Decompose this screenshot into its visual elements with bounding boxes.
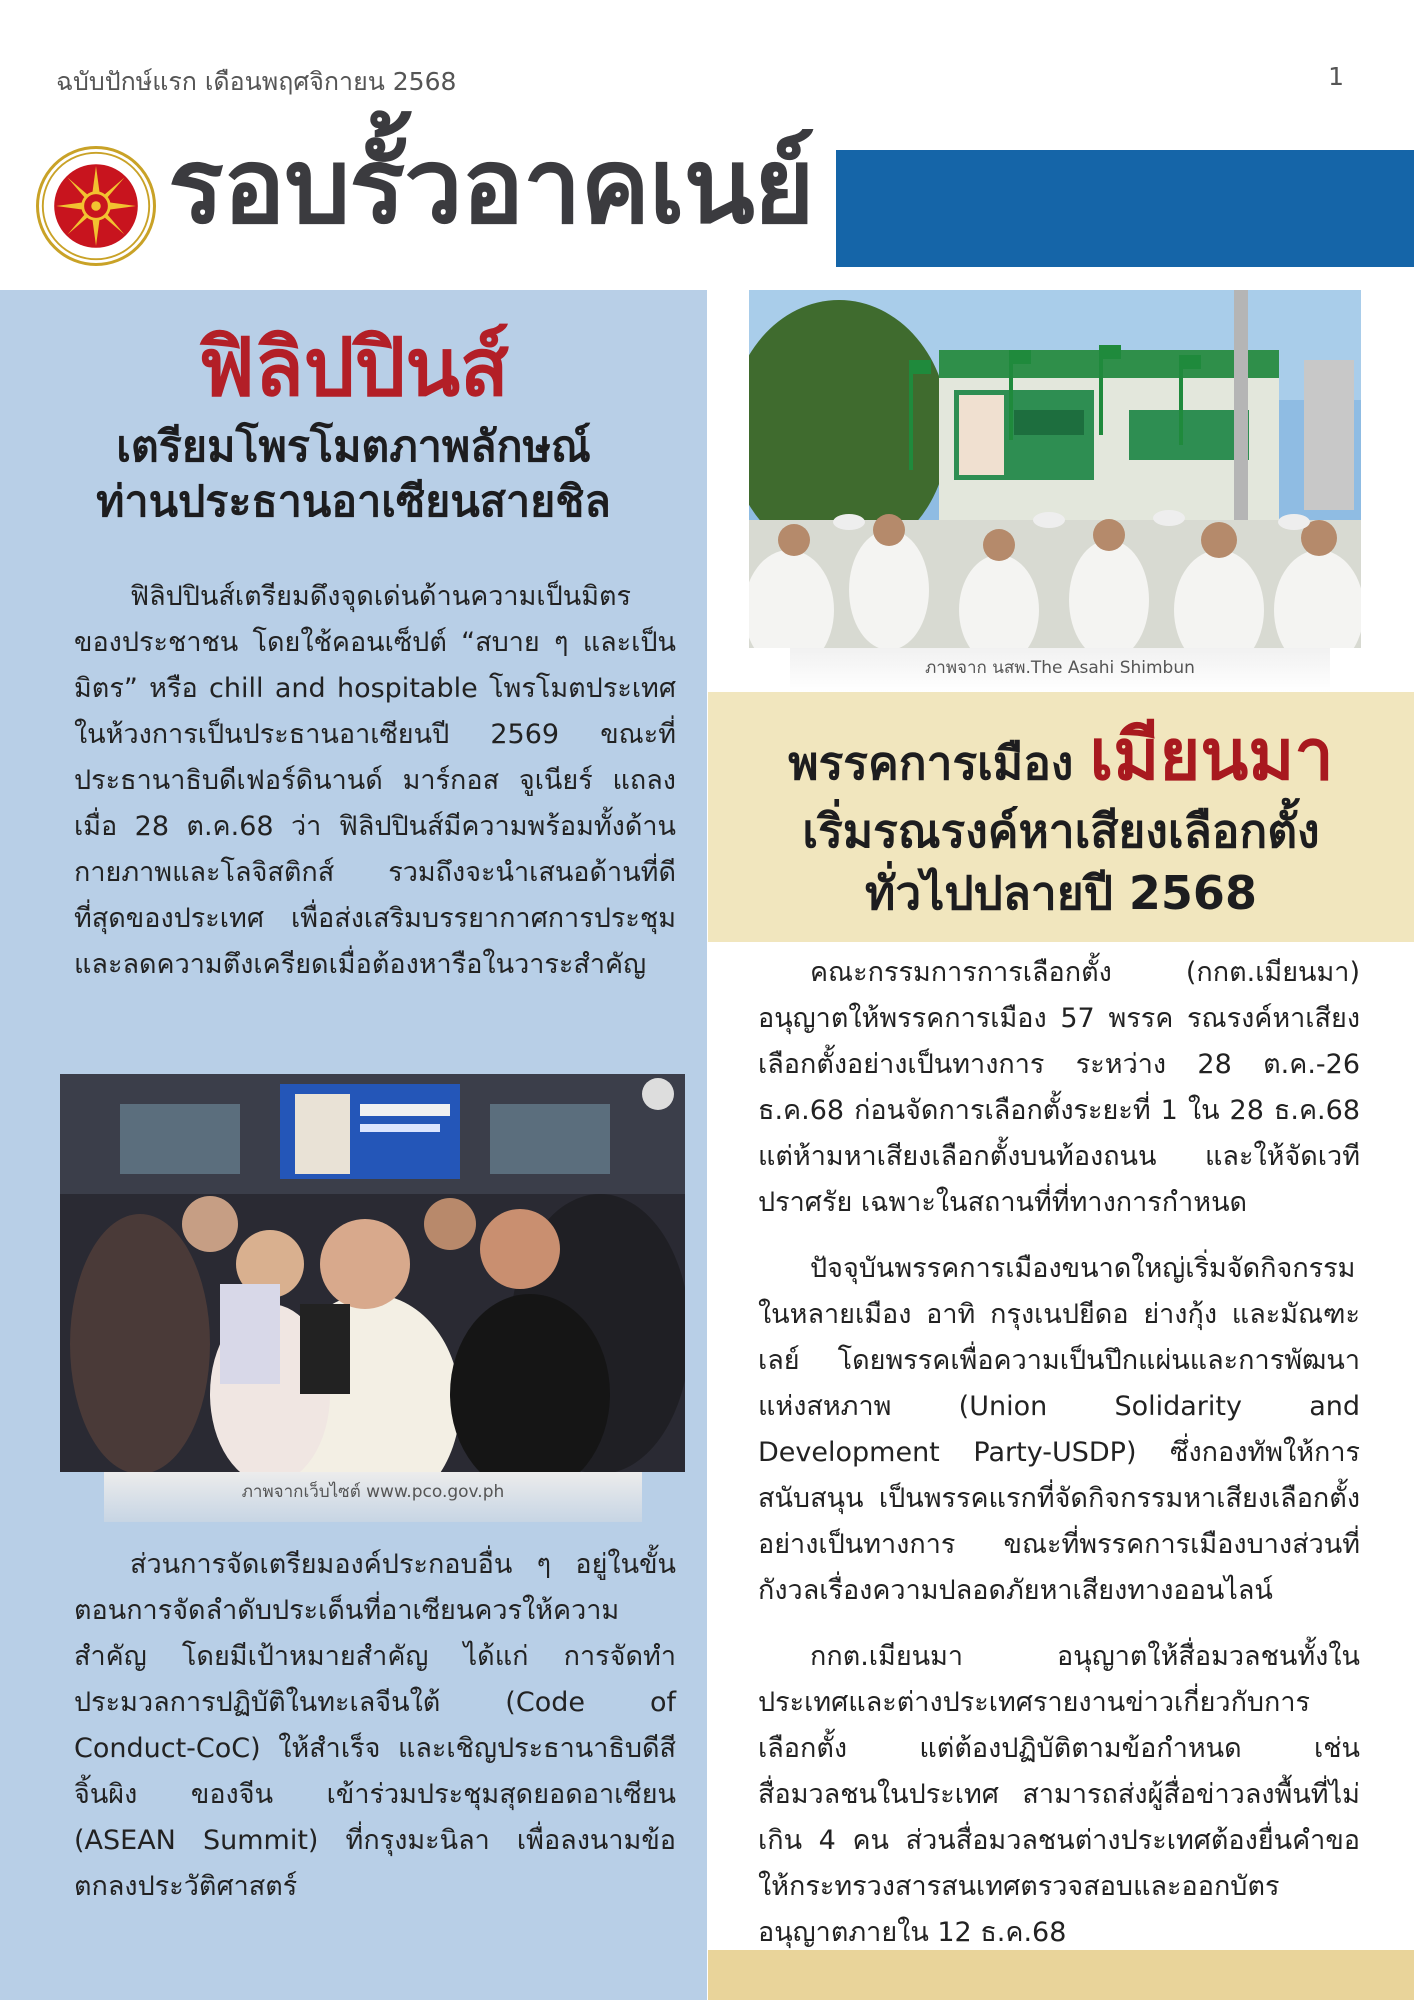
edition-date: ฉบับปักษ์แรก เดือนพฤศจิกายน 2568 xyxy=(56,67,457,96)
philippines-photo-caption: ภาพจากเว็บไซต์ www.pco.gov.ph xyxy=(104,1472,642,1522)
philippines-subtitle-line1: เตรียมโพรโมตภาพลักษณ์ xyxy=(116,422,591,472)
philippines-paragraph-1: ฟิลิปปินส์เตรียมดึงจุดเด่นด้านความเป็นมิตรของประชาชน โดยใช้คอนเซ็ปต์ “สบาย ๆ และเป็นมิตร” หรือ chill and hospitable โพรโมตประเทศในห้วงการเป็นประธานอาเซียนปี 2569 ขณะที่ ประธานาธิบดีเฟอร์ดินานด์ มาร์กอส จูเนียร์ แถลงเมื่อ 28 ต.ค.68 ว่า ฟิลิปปินส์มีความพร้อมทั้งด้านกายภาพและโลจิสติกส์ รวมถึงจะนำเสนอด้านที่ดีที่สุดของประเทศ เพื่อส่งเสริมบรรยากาศการประชุม และลดความตึงเครียดเมื่อต้องหารือในวาระสำคัญ xyxy=(74,581,676,980)
myanmar-headline-country: เมียนมา xyxy=(1089,714,1334,796)
page-number: 1 xyxy=(1328,62,1344,91)
myanmar-paragraph-1: คณะกรรมการการเลือกตั้ง (กกต.เมียนมา) อนุญาตให้พรรคการเมือง 57 พรรค รณรงค์หาเสียงเลือกตั้งอย่างเป็นทางการ ระหว่าง 28 ต.ค.-26 ธ.ค.68 ก่อนจัดการเลือกตั้งระยะที่ 1 ใน 28 ธ.ค.68 แต่ห้ามหาเสียงเลือกตั้งบนท้องถนน และให้จัดเวทีปราศรัย เฉพาะในสถานที่ที่ทางการกำหนด xyxy=(758,957,1360,1218)
myanmar-paragraph-3: กกต.เมียนมา อนุญาตให้สื่อมวลชนทั้งในประเทศและต่างประเทศรายงานข่าวเกี่ยวกับการเลือกตั้ง แต่ต้องปฏิบัติตามข้อกำหนด เช่น สื่อมวลชนในประเทศ สามารถส่งผู้สื่อข่าวลงพื้นที่ไม่เกิน 4 คน ส่วนสื่อมวลชนต่างประเทศต้องยื่นคำขอให้กระทรวงสารสนเทศตรวจสอบและออกบัตรอนุญาตภายใน 12 ธ.ค.68 xyxy=(758,1641,1360,1948)
myanmar-photo-caption: ภาพจาก นสพ.The Asahi Shimbun xyxy=(790,648,1330,692)
myanmar-headline-line2: เริ่มรณรงค์หาเสียงเลือกตั้ง xyxy=(802,804,1320,858)
philippines-photo xyxy=(60,1074,685,1472)
myanmar-photo xyxy=(749,290,1361,648)
philippines-paragraph-2: ส่วนการจัดเตรียมองค์ประกอบอื่น ๆ อยู่ในขั้นตอนการจัดลำดับประเด็นที่อาเซียนควรให้ความสำคัญ โดยมีเป้าหมายสำคัญ ได้แก่ การจัดทำประมวลการปฏิบัติในทะเลจีนใต้ (Code of Conduct-CoC) ให้สำเร็จ และเชิญประธานาธิบดีสี จิ้นผิง ของจีน เข้าร่วมประชุมสุดยอดอาเซียน (ASEAN Summit) ที่กรุงมะนิลา เพื่อลงนามข้อตกลงประวัติศาสตร์ xyxy=(74,1549,676,1902)
masthead-title: รอบรั้วอาคเนย์ xyxy=(168,125,814,247)
philippines-title: ฟิลิปปินส์ xyxy=(198,321,509,414)
bottom-accent-bar xyxy=(708,1950,1414,2000)
philippines-subtitle xyxy=(0,420,707,530)
myanmar-headline-prefix: พรรคการเมือง xyxy=(788,736,1074,790)
myanmar-headline-rest xyxy=(708,800,1414,924)
myanmar-headline-line3: ทั่วไปปลายปี 2568 xyxy=(865,866,1257,921)
masthead-accent-bar xyxy=(836,150,1414,267)
philippines-subtitle-line2: ท่านประธานอาเซียนสายชิล xyxy=(96,477,611,528)
myanmar-paragraph-2: ปัจจุบันพรรคการเมืองขนาดใหญ่เริ่มจัดกิจกรรมในหลายเมือง อาทิ กรุงเนปยีดอ ย่างกุ้ง และมัณฑะเลย์ โดยพรรคเพื่อความเป็นปึกแผ่นและการพัฒนาแห่งสหภาพ (Union Solidarity and Development Party-USDP) ซึ่งกองทัพให้การสนับสนุน เป็นพรรคแรกที่จัดกิจกรรมหาเสียงเลือกตั้งอย่างเป็นทางการ ขณะที่พรรคการเมืองบางส่วนที่กังวลเรื่องความปลอดภัยหาเสียงทางออนไลน์ xyxy=(758,1253,1360,1606)
myanmar-headline-line1 xyxy=(708,712,1414,800)
organization-seal-logo xyxy=(36,146,156,266)
